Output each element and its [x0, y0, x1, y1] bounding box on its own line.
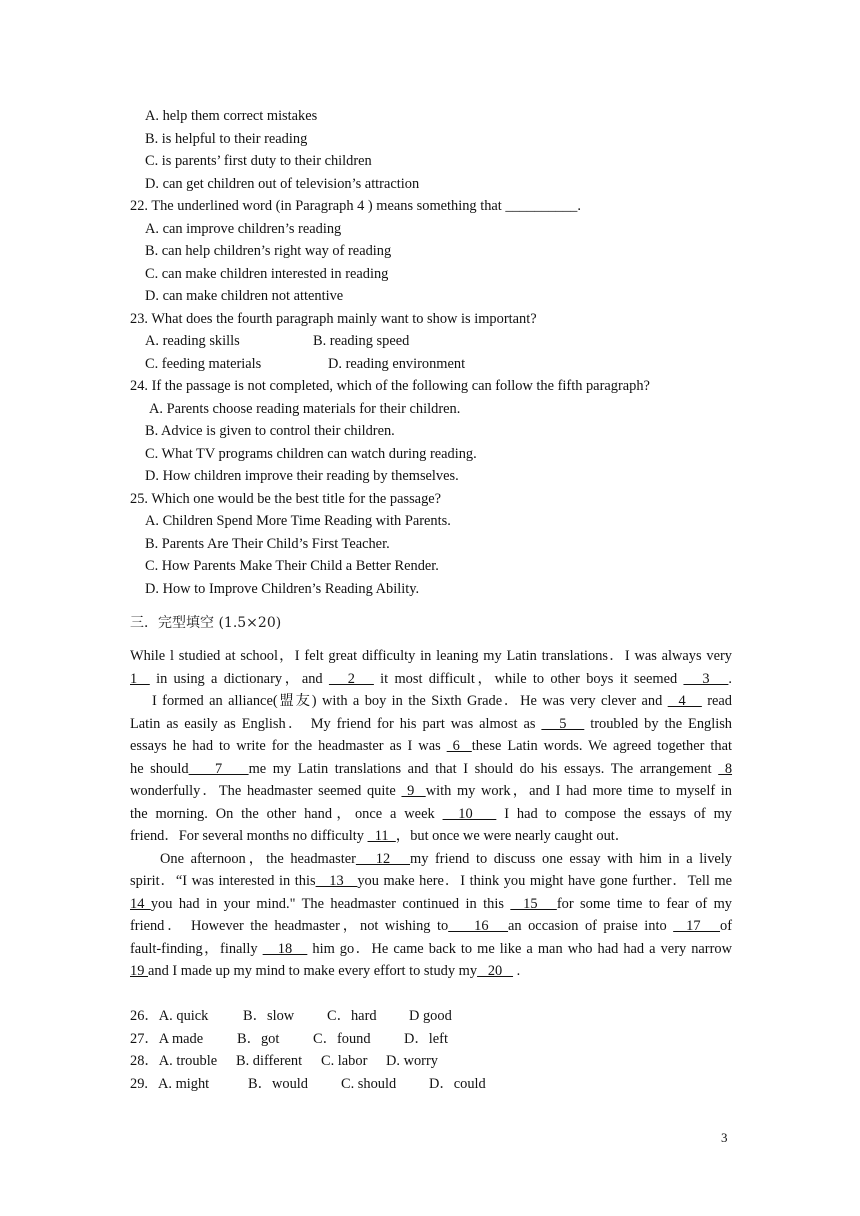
q23-option-d: D. reading environment	[328, 356, 466, 372]
cloze-passage	[130, 645, 732, 983]
q22-option-a: A. can improve children’s reading	[145, 221, 342, 237]
q26-option-c: C．hard	[327, 1008, 377, 1024]
q23-option-a: A. reading skills	[145, 333, 240, 349]
passage-line: friend．For several months no difficulty 11 ，but once we were nearly caught out．	[130, 828, 630, 844]
passage-line: While l studied at school，I felt great difficulty in leaning my Latin translations．I was always very	[130, 648, 732, 664]
blank-16: 16	[448, 918, 509, 934]
blank-9: 9	[401, 783, 426, 799]
q27-option-d: D．left	[404, 1031, 448, 1047]
blank-2: 2	[328, 670, 374, 687]
passage-line: Latin as easily as English． My friend for his part was almost as 5 troubled by the English	[130, 715, 733, 732]
blank-18: 18	[262, 940, 308, 957]
q25-option-d: D. How to Improve Children’s Reading Ability.	[145, 581, 420, 597]
passage-line: 19 and I made up my mind to make every effort to study my 20 .	[130, 963, 521, 979]
q25-stem: 25. Which one would be the best title for the passage?	[130, 491, 442, 507]
passage-line: fault-finding，finally 18 him go．He came back to me like a man who had had a very narrow	[130, 940, 732, 957]
q29-stem-a: 29. A. might	[130, 1076, 210, 1092]
q22-option-b: B. can help children’s right way of reading	[145, 243, 392, 259]
blank-8: 8	[718, 760, 733, 777]
blank-7: 7	[188, 760, 249, 777]
q27-option-c: C．found	[313, 1031, 371, 1047]
q23-stem: 23. What does the fourth paragraph mainly want to show is important?	[130, 311, 537, 327]
q28-option-d: D. worry	[386, 1053, 438, 1069]
q22-stem: 22. The underlined word (in Paragraph 4 ) means something that __________.	[130, 198, 581, 214]
q26-option-b: B．slow	[243, 1008, 295, 1024]
q24-option-b: B. Advice is given to control their children.	[145, 423, 395, 439]
blank-3: 3	[683, 670, 729, 687]
q23-option-c: C. feeding materials	[145, 356, 262, 372]
q21-option-c: C. is parents’ first duty to their children	[145, 153, 372, 169]
q24-option-d: D. How children improve their reading by themselves.	[145, 468, 459, 484]
blank-14: 14	[130, 895, 151, 912]
q21-option-a: A. help them correct mistakes	[145, 108, 318, 124]
blank-13: 13	[315, 873, 358, 889]
q22-option-d: D. can make children not attentive	[145, 288, 344, 304]
blank-1: 1	[130, 670, 150, 687]
q21-option-b: B. is helpful to their reading	[145, 131, 308, 147]
q24-option-a: A. Parents choose reading materials for their children.	[149, 401, 461, 417]
q23-option-b: B. reading speed	[313, 333, 410, 349]
section-title: 三．完型填空 (1.5×20)	[130, 615, 282, 631]
q28-option-b: B. different	[236, 1053, 303, 1069]
blank-5: 5	[541, 715, 585, 732]
blank-4: 4	[667, 693, 702, 709]
q27-option-b: B．got	[237, 1031, 280, 1047]
passage-line: the morning. On the other hand，once a week 10 I had to compose the essays of my	[130, 805, 732, 822]
blank-19: 19	[130, 963, 148, 979]
q28-stem-a: 28．A. trouble	[130, 1053, 218, 1069]
passage-line: I formed an alliance(盟友) with a boy in the Sixth Grade．He was very clever and 4 read	[152, 693, 732, 709]
passage-line: he should 7 me my Latin translations and that I should do his essays. The arrangement 8	[130, 760, 733, 777]
q28-option-c: C. labor	[321, 1053, 368, 1069]
q21-option-d: D. can get children out of television’s attraction	[145, 176, 420, 192]
blank-10: 10	[442, 805, 497, 822]
passage-line: One afternoon，the headmaster 12 my friend to discuss one essay with him in a lively	[160, 850, 732, 867]
passage-line: 1 in using a dictionary，and 2 it most difficult，while to other boys it seemed 3 .	[130, 670, 733, 687]
q25-option-b: B. Parents Are Their Child’s First Teacher.	[145, 536, 390, 552]
page-number: 3	[721, 1130, 728, 1145]
q27-stem-a: 27．A made	[130, 1031, 204, 1047]
passage-line: spirit．“I was interested in this 13 you make here．I think you might have gone further．Tell me	[130, 873, 732, 889]
blank-11: 11	[367, 828, 396, 844]
q29-option-c: C. should	[341, 1076, 397, 1092]
q29-option-b: B．would	[248, 1076, 308, 1092]
q22-option-c: C. can make children interested in reading	[145, 266, 389, 282]
q25-option-c: C. How Parents Make Their Child a Better Render.	[145, 558, 439, 574]
passage-line: wonderfully．The headmaster seemed quite 9 with my work，and I had more time to myself in	[130, 783, 732, 799]
q26-option-d: D good	[409, 1008, 452, 1024]
blank-12: 12	[355, 850, 410, 867]
blank-17: 17	[673, 918, 721, 934]
passage-line: essays he had to write for the headmaster as I was 6 these Latin words. We agreed together that	[130, 738, 732, 754]
blank-15: 15	[510, 895, 557, 912]
q29-option-d: D．could	[429, 1076, 486, 1092]
passage-line: 14 you had in your mind." The headmaster continued in this 15 for some time to fear of my	[130, 895, 732, 912]
q26-stem-a: 26．A. quick	[130, 1008, 209, 1024]
q25-option-a: A. Children Spend More Time Reading with Parents.	[145, 513, 451, 529]
blank-6: 6	[446, 738, 472, 754]
q24-stem: 24. If the passage is not completed, which of the following can follow the fifth paragraph?	[130, 378, 650, 394]
passage-line: friend． However the headmaster，not wishing to 16 an occasion of praise into 17 of	[130, 918, 733, 934]
q24-option-c: C. What TV programs children can watch during reading.	[145, 446, 477, 462]
blank-20: 20	[477, 963, 514, 979]
